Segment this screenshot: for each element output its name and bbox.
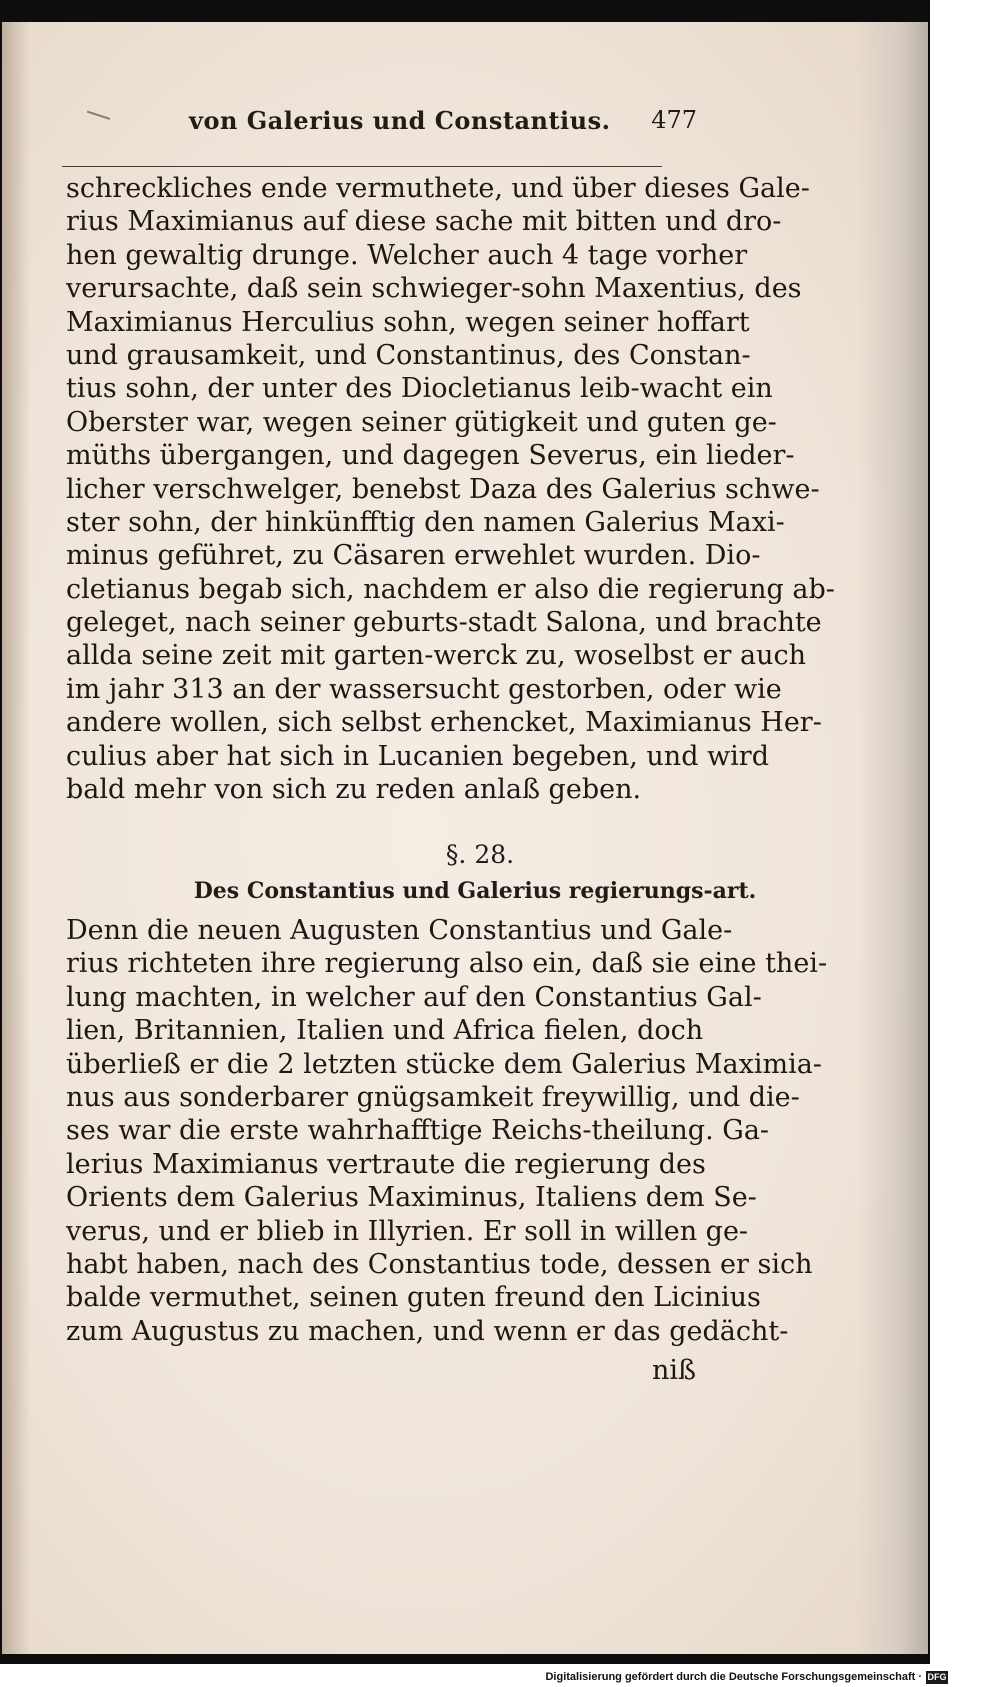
text-line: rius Maximianus auf diese sache mit bitten und dro-	[66, 206, 782, 238]
text-line: rius richteten ihre regierung also ein, daß sie eine thei-	[66, 948, 828, 980]
text-line: müths übergangen, und dagegen Severus, ein lieder-	[66, 440, 795, 472]
text-line: bald mehr von sich zu reden anlaß geben.	[66, 774, 642, 806]
text-line: schreckliches ende vermuthete, und über dieses Gale-	[66, 173, 810, 204]
section-title: Des Constantius und Galerius regierungs-art.	[193, 878, 757, 904]
text-line: im jahr 313 an der wassersucht gestorben, oder wie	[66, 673, 782, 705]
header-rule	[62, 166, 662, 167]
text-line: Orients dem Galerius Maximinus, Italiens dem Se-	[66, 1182, 757, 1214]
text-line: habt haben, nach des Constantius tode, dessen er sich	[66, 1248, 813, 1280]
text-line: andere wollen, sich selbst erhencket, Maximianus Her-	[66, 707, 822, 739]
page-number: 477	[651, 106, 697, 134]
text-line: tius sohn, der unter des Diocletianus leib-wacht ein	[66, 373, 773, 405]
text-line: culius aber hat sich in Lucanien begeben, und wird	[66, 740, 770, 772]
book-page	[2, 22, 928, 1654]
text-line: allda seine zeit mit garten-werck zu, woselbst er auch	[66, 640, 807, 672]
text-line: Denn die neuen Augusten Constantius und Gale-	[66, 915, 733, 946]
section-number: §. 28.	[445, 840, 515, 869]
text-line: verus, und er blieb in Illyrien. Er soll in willen ge-	[66, 1215, 749, 1247]
text-line: hen gewaltig drunge. Welcher auch 4 tage vorher	[66, 239, 748, 271]
text-line: ses war die erste wahrhafftige Reichs-theilung. Ga-	[66, 1115, 770, 1147]
text-line: lien, Britannien, Italien und Africa fielen, doch	[66, 1015, 704, 1047]
text-line: lerius Maximianus vertraute die regierung des	[66, 1148, 706, 1180]
text-line: lung machten, in welcher auf den Constantius Gal-	[66, 981, 762, 1013]
running-head: von Galerius und Constantius.	[189, 106, 611, 135]
text-line: nus aus sonderbarer gnügsamkeit freywillig, und die-	[66, 1081, 800, 1113]
paragraph-1	[66, 172, 835, 806]
catchword: niß	[651, 1355, 696, 1386]
page-header	[77, 106, 697, 146]
text-line: und grausamkeit, und Constantinus, des Constan-	[66, 339, 751, 371]
text-line: geleget, nach seiner geburts-stadt Salona, und brachte	[66, 607, 822, 639]
ink-mark	[84, 111, 111, 130]
text-line: licher verschwelger, benebst Daza des Galerius schwe-	[66, 473, 820, 505]
text-line: balde vermuthet, seinen guten freund den Licinius	[66, 1282, 761, 1314]
text-line: überließ er die 2 letzten stücke dem Galerius Maximia-	[66, 1048, 822, 1080]
text-line: cletianus begab sich, nachdem er also die regierung ab-	[66, 573, 835, 605]
page-gutter-shadow	[2, 22, 30, 1654]
paragraph-2	[66, 914, 828, 1348]
digitization-credit: Digitalisierung gefördert durch die Deutsche Forschungsgemeinschaft ·	[545, 1671, 922, 1683]
text-line: minus geführet, zu Cäsaren erwehlet wurden. Dio-	[66, 540, 761, 572]
text-line: ster sohn, der hinkünfftig den namen Galerius Maxi-	[66, 506, 785, 538]
dfg-logo: DFG	[927, 1672, 947, 1682]
text-line: verursachte, daß sein schwieger-sohn Maxentius, des	[66, 273, 802, 305]
text-line: Maximianus Herculius sohn, wegen seiner hoffart	[66, 306, 750, 338]
page-edge-shadow	[858, 22, 928, 1654]
text-line: Oberster war, wegen seiner gütigkeit und guten ge-	[66, 406, 777, 438]
text-line: zum Augustus zu machen, und wenn er das gedächt-	[66, 1315, 789, 1347]
